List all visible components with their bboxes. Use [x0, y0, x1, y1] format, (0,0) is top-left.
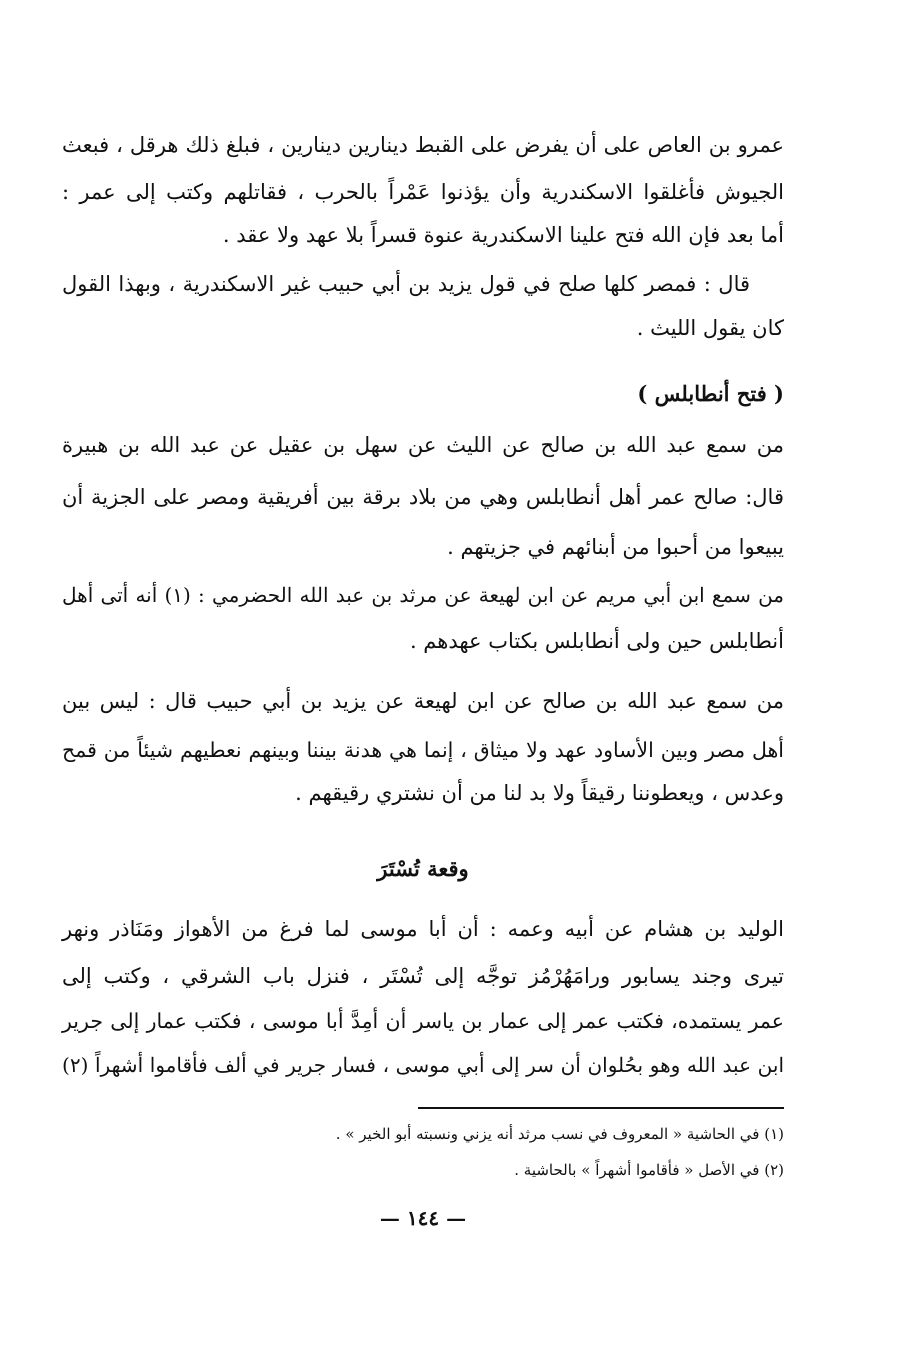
text-line: يبيعوا من أحبوا من أبنائهم في جزيتهم . — [447, 535, 784, 559]
footnote-divider — [418, 1107, 784, 1109]
text-line: ابن عبد الله وهو بحُلوان أن سر إلى أبي موسى ، فسار جرير في ألف فأقاموا أشهراً (٢) — [62, 1053, 785, 1077]
text-line: عمر يستمده، فكتب عمر إلى عمار بن ياسر أن أمِدَّ أبا موسى ، فكتب عمار إلى جرير — [62, 1009, 784, 1033]
text-line: من سمع عبد الله بن صالح عن ابن لهيعة عن يزيد بن أبي حبيب قال : ليس بين — [62, 689, 784, 713]
text-line: وعدس ، ويعطوننا رقيقاً ولا بد لنا من أن نشتري رقيقهم . — [295, 781, 784, 805]
text-line: كان يقول الليث . — [636, 316, 784, 340]
text-line: أما بعد فإن الله فتح علينا الاسكندرية عنوة قسراً بلا عهد ولا عقد . — [222, 223, 784, 247]
text-line: تيرى وجند يسابور ورامَهُرْمُز توجَّه إلى تُسْتَر ، فنزل باب الشرقي ، وكتب إلى — [62, 964, 784, 988]
text-line: أنطابلس حين ولى أنطابلس بكتاب عهدهم . — [409, 629, 784, 653]
text-line: قال: صالح عمر أهل أنطابلس وهي من بلاد برقة بين أفريقية ومصر على الجزية أن — [62, 485, 784, 509]
book-page — [62, 0, 784, 1362]
section-heading-tustar: وقعة تُسْتَرَ — [377, 856, 469, 881]
text-line: أهل مصر وبين الأساود عهد ولا ميثاق ، إنما هي هدنة بيننا وبينهم نعطيهم شيئاً من قمح — [62, 738, 784, 762]
text-line: قال : فمصر كلها صلح في قول يزيد بن أبي حبيب غير الاسكندرية ، وبهذا القول — [62, 272, 750, 296]
footnote-2: (٢) في الأصل « فأقاموا أشهراً » بالحاشية . — [514, 1161, 784, 1179]
text-line: الوليد بن هشام عن أبيه وعمه : أن أبا موسى لما فرغ من الأهواز ومَنَاذر ونهر — [62, 917, 784, 941]
page-number: — ١٤٤ — — [379, 1206, 467, 1230]
text-line: الجيوش فأغلقوا الاسكندرية وأن يؤذنوا عَمْراً بالحرب ، فقاتلهم وكتب إلى عمر : — [62, 180, 784, 204]
text-line: من سمع عبد الله بن صالح عن الليث عن سهل بن عقيل عن عبد الله بن هبيرة — [62, 433, 784, 457]
text-line: عمرو بن العاص على أن يفرض على القبط دينارين دينارين ، فبلغ ذلك هرقل ، فبعث — [62, 133, 784, 157]
text-line: من سمع ابن أبي مريم عن ابن لهيعة عن مرثد بن عبد الله الحضرمي : (١) أنه أتى أهل — [62, 583, 785, 607]
section-heading-antabulus: ( فتح أنطابلس ) — [637, 381, 784, 406]
footnote-1: (١) في الحاشية « المعروف في نسب مرثد أنه يزني ونسبته أبو الخير » . — [335, 1125, 784, 1143]
